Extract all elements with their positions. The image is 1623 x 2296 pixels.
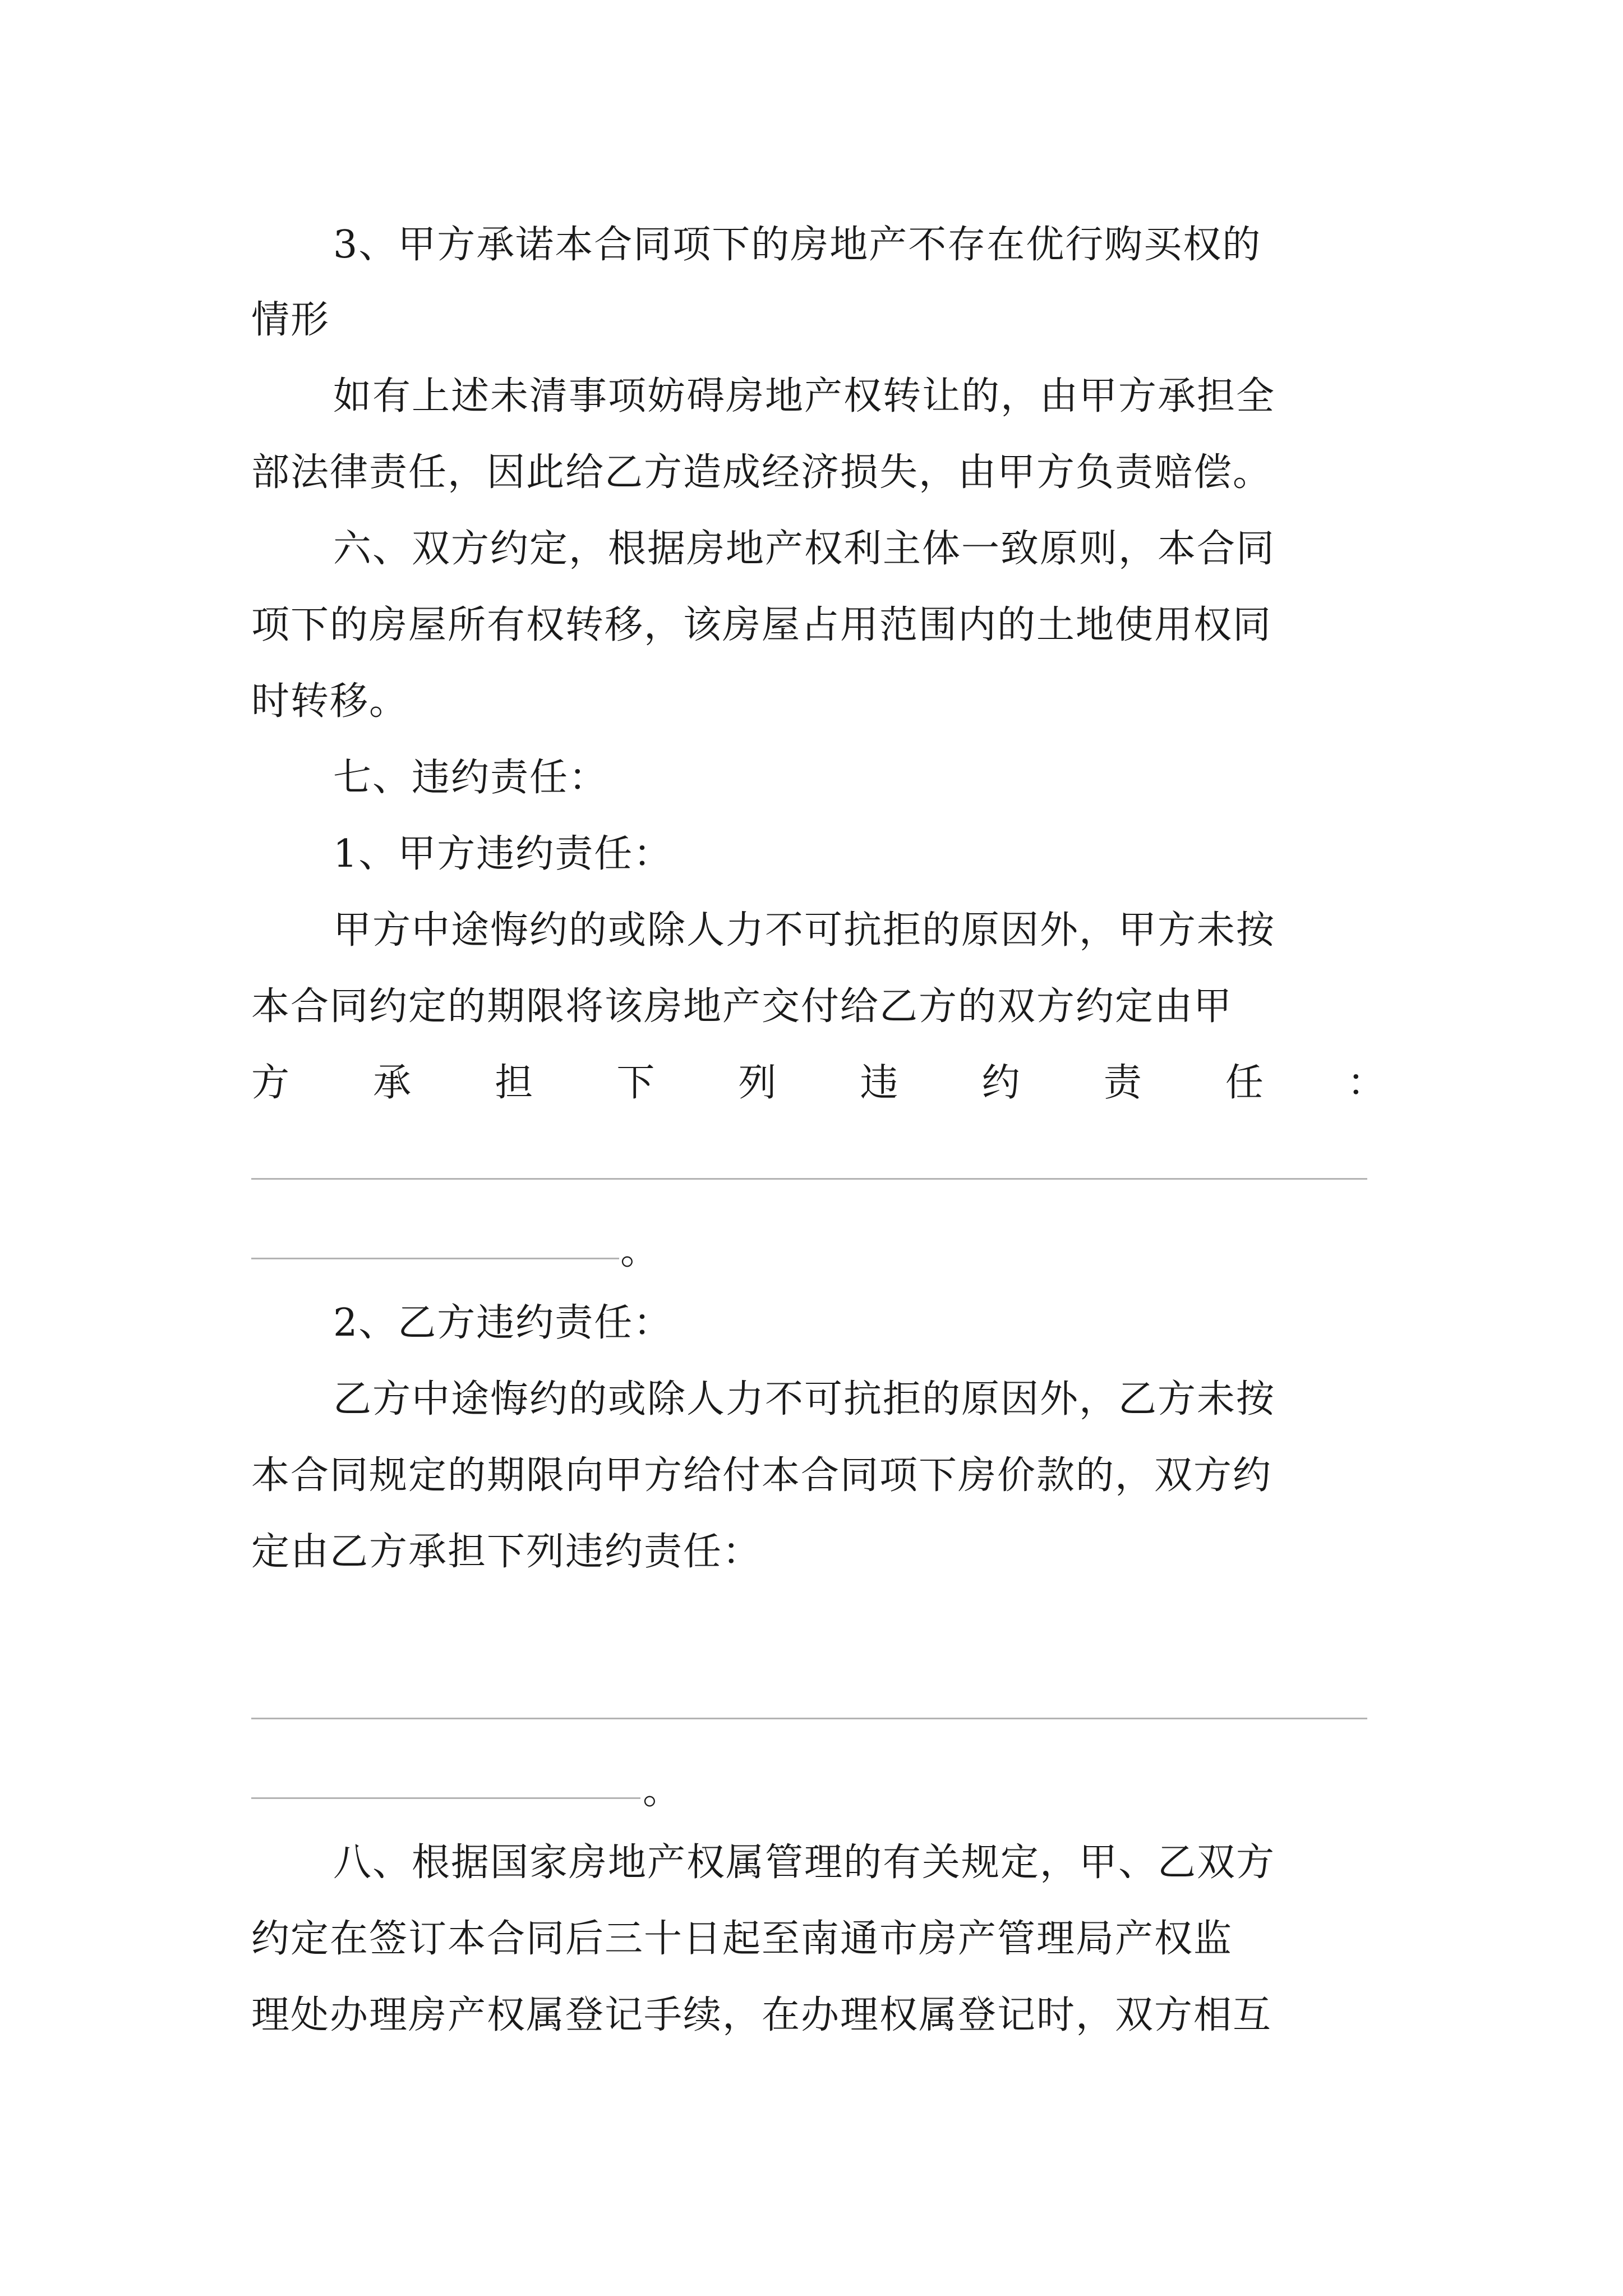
spread-char: 任 [1225, 1061, 1264, 1105]
spread-char: 约 [981, 1061, 1020, 1105]
paragraph-7-1-body-line-1: 甲方中途悔约的或除人力不可抗拒的原因外，甲方未按 [333, 908, 1276, 953]
spread-char: 责 [1103, 1061, 1142, 1105]
paragraph-7-2-body-line-2: 本合同规定的期限向甲方给付本合同项下房价款的，双方约 [251, 1453, 1272, 1498]
spread-char: 列 [738, 1061, 777, 1105]
spread-char: 违 [860, 1061, 898, 1105]
paragraph-7-2-body-line-3: 定由乙方承担下列违约责任： [251, 1530, 762, 1574]
paragraph-6-line-1: 六、双方约定，根据房地产权利主体一致原则，本合同 [333, 527, 1276, 571]
spread-char: ： [1347, 1061, 1385, 1105]
paragraph-7-2-body-line-1: 乙方中途悔约的或除人力不可抗拒的原因外，乙方未按 [333, 1377, 1276, 1421]
spread-char: 方 [251, 1061, 290, 1105]
blank-end-period: 。 [620, 1229, 659, 1273]
spread-char: 担 [495, 1061, 533, 1105]
paragraph-7-1-heading: 1、甲方违约责任： [333, 832, 673, 876]
paragraph-7-1-body-line-2: 本合同约定的期限将该房地产交付给乙方的双方约定由甲 [251, 984, 1233, 1029]
paragraph-8-line-2: 约定在签订本合同后三十日起至南通市房产管理局产权监 [251, 1917, 1233, 1961]
fill-in-blank-line [251, 1178, 1367, 1180]
spread-char: 承 [373, 1061, 412, 1105]
spread-char: 下 [616, 1061, 655, 1105]
paragraph-7-1-body-line-3 [251, 1058, 1385, 1108]
fill-in-blank-line [251, 1797, 640, 1799]
fill-in-blank-line [251, 1718, 1367, 1719]
paragraph-3-line-1: 3、甲方承诺本合同项下的房地产不存在优行购买权的 [333, 223, 1262, 267]
paragraph-8-line-3: 理处办理房产权属登记手续，在办理权属登记时，双方相互 [251, 1993, 1272, 2037]
paragraph-7-2-heading: 2、乙方违约责任： [333, 1301, 673, 1345]
paragraph-3-line-2: 情形 [251, 298, 330, 342]
blank-end-period: 。 [643, 1769, 681, 1813]
fill-in-blank-line [251, 1258, 619, 1259]
paragraph-note-line-2: 部法律责任，因此给乙方造成经济损失，由甲方负责赔偿。 [251, 450, 1272, 495]
paragraph-6-line-2: 项下的房屋所有权转移，该房屋占用范围内的土地使用权同 [251, 603, 1272, 647]
paragraph-7-heading: 七、违约责任： [333, 756, 608, 800]
paragraph-note-line-1: 如有上述未清事项妨碍房地产权转让的，由甲方承担全 [333, 374, 1276, 418]
paragraph-8-line-1: 八、根据国家房地产权属管理的有关规定，甲、乙双方 [333, 1841, 1276, 1885]
paragraph-6-line-3: 时转移。 [251, 679, 409, 724]
